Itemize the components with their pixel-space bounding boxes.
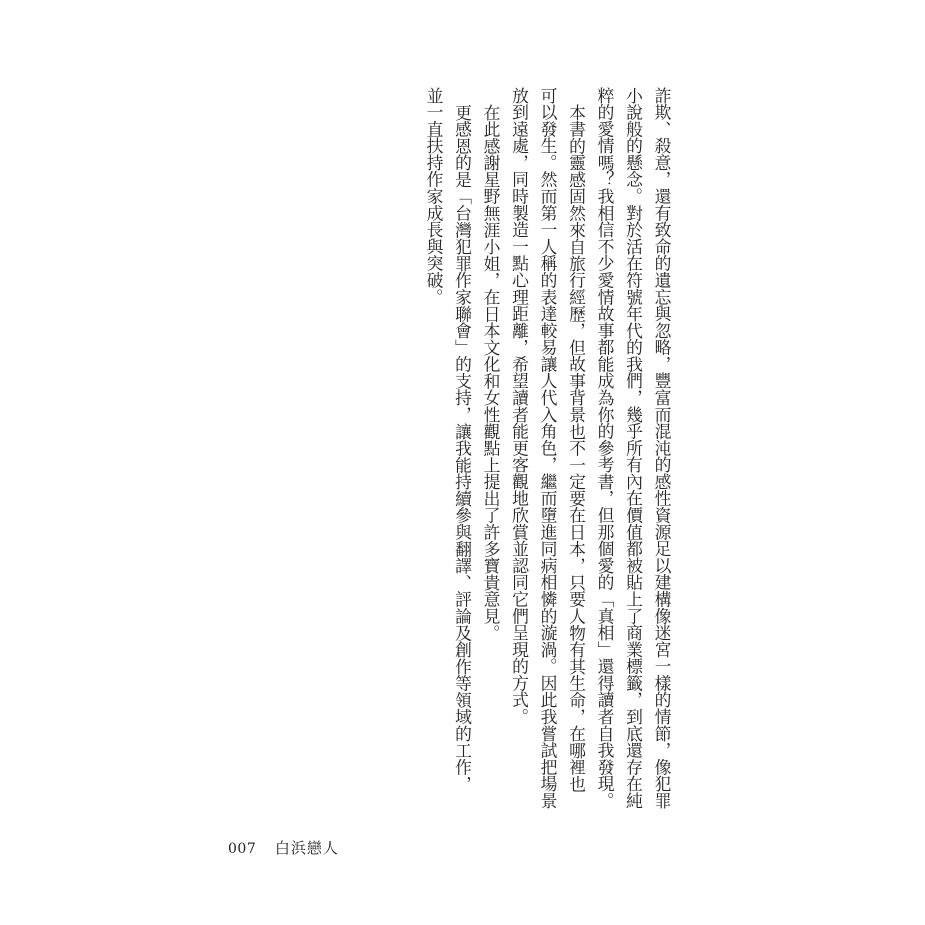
text-line: 可以發生。然而第一人稱的表達較易讓人代入角色，繼而墮進同病相憐的漩渦。因此我嘗試把場景: [538, 87, 558, 809]
page-number: 007: [228, 841, 257, 857]
vertical-text-body: [420, 87, 677, 827]
text-line: 更感恩的是「台灣犯罪作家聯會」的支持，讓我能持續參與翻譯、評論及創作等領域的工作，: [452, 103, 473, 793]
text-line: 本書的靈感固然來自旅行經歷，但故事背景也不一定要在日本，只要人物有其生命，在哪裡也: [566, 103, 587, 793]
paragraph-2: [505, 87, 591, 827]
text-line: 詐欺、殺意，還有致命的遺忘與忽略，豐富而混沌的感性資源足以建構像迷宮一樣的情節，像犯罪: [652, 87, 672, 809]
paragraph-3: [477, 87, 506, 827]
text-line: 放到遠處，同時製造一點心理距離，希望讀者能更客觀地欣賞並認同它們呈現的方式。: [509, 87, 530, 726]
text-line: 小說般的懸念。對於活在符號年代的我們，幾乎所有內在價值都被貼上了商業標籤，到底還存在純: [623, 87, 644, 809]
book-title: 白浜戀人: [274, 839, 339, 857]
paragraph-1: [591, 87, 677, 827]
text-line: 粹的愛情嗎？我相信不少愛情故事都能成為你的參考書，但那個愛的「真相」還得讀者自我發現。: [595, 87, 615, 809]
paragraph-4: [420, 87, 477, 827]
text-line: 在此感謝星野無涯小姐，在日本文化和女性觀點上提出了許多寶貴意見。: [481, 103, 501, 642]
text-line: 並一直扶持作家成長與突破。: [424, 87, 444, 306]
page-footer: [228, 838, 339, 859]
